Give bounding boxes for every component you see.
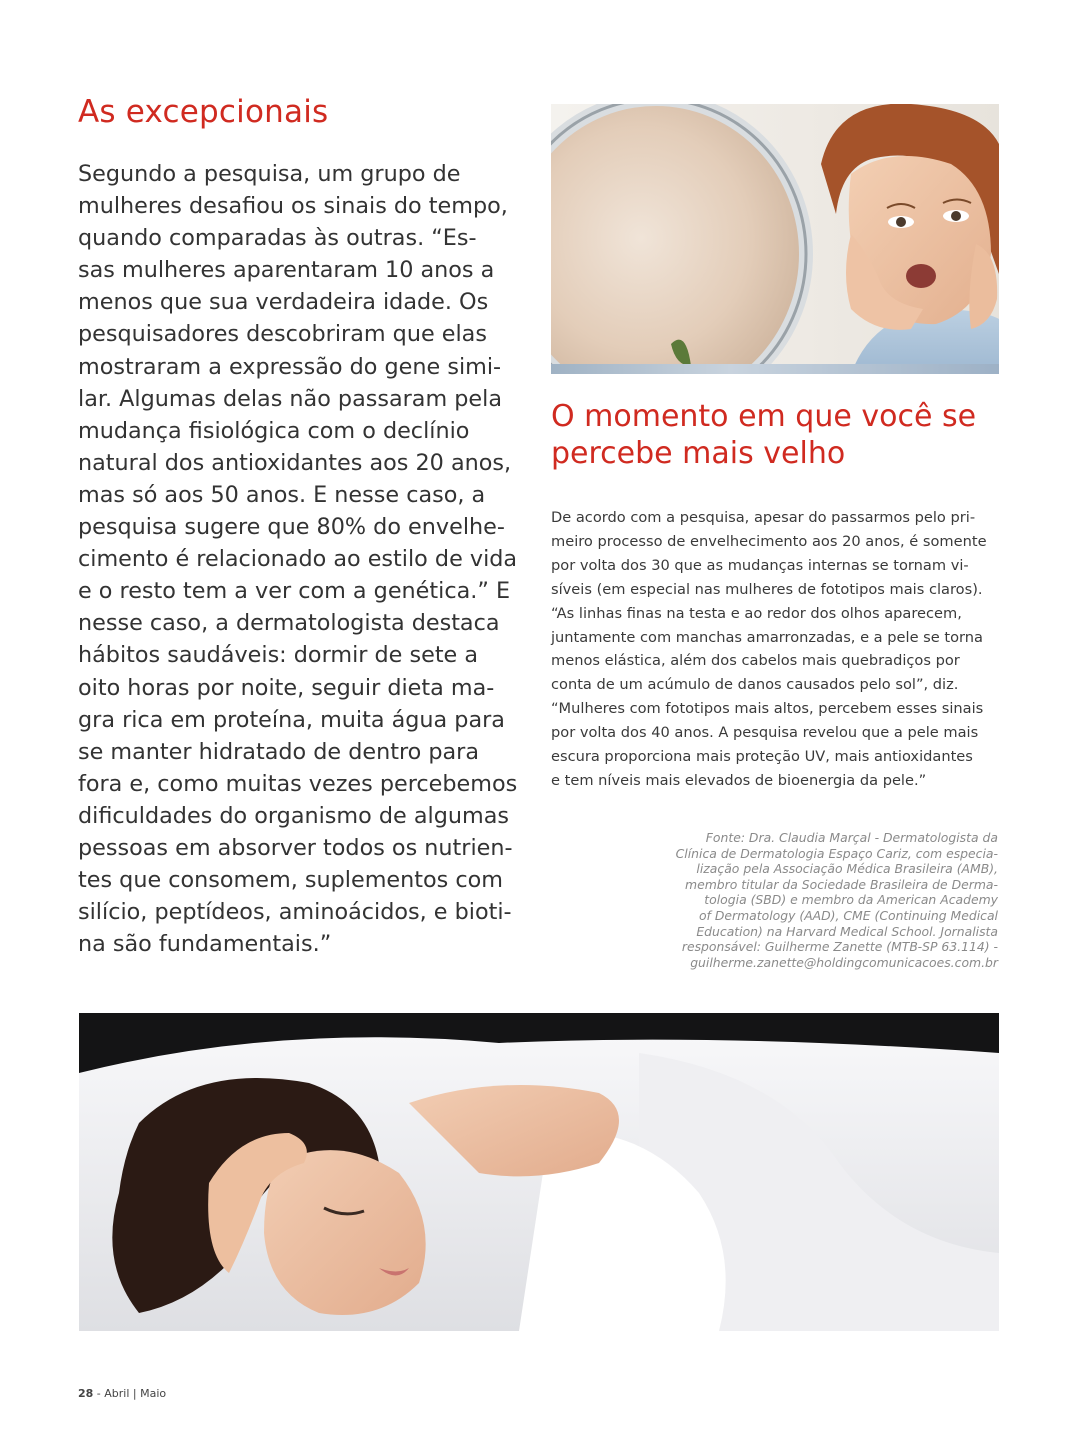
section-heading-excepcionais: As excepcionais — [78, 94, 329, 130]
body-line: mostraram a expressão do gene simi- — [78, 353, 502, 380]
source-line: tologia (SBD) e membro da American Academy — [704, 892, 998, 908]
body-line: hábitos saudáveis: dormir de sete a — [78, 642, 479, 669]
body-line: mulheres desafiou os sinais do tempo, — [78, 193, 508, 220]
body-line: nesse caso, a dermatologista destaca — [78, 610, 500, 637]
source-line: guilherme.zanette@holdingcomunicacoes.com.br — [690, 954, 998, 970]
body-line: natural dos antioxidantes aos 20 anos, — [78, 449, 512, 476]
body-line: pessoas em absorver todos os nutrien- — [78, 834, 513, 861]
body-line: menos elástica, além dos cabelos mais quebradiços por — [551, 652, 960, 670]
right-article-body — [551, 506, 999, 793]
body-line: oito horas por noite, seguir dieta ma- — [78, 674, 495, 701]
body-line: conta de um acúmulo de danos causados pelo sol”, diz. — [551, 676, 959, 694]
source-line: of Dermatology (AAD), CME (Continuing Medical — [698, 907, 998, 923]
sleeping-woman-illustration — [79, 1013, 999, 1331]
body-line: se manter hidratado de dentro para — [78, 738, 480, 765]
source-line: membro titular da Sociedade Brasileira de Derma- — [685, 876, 998, 892]
body-line: fora e, como muitas vezes percebemos — [78, 770, 518, 797]
mirror-woman-photo — [551, 104, 999, 374]
body-line: juntamente com manchas amarronzadas, e a pele se torna — [551, 628, 983, 646]
body-line: meiro processo de envelhecimento aos 20 anos, é somente — [551, 532, 987, 550]
body-line: escura proporciona mais proteção UV, mais antioxidantes — [551, 748, 973, 766]
heading-line: O momento em que você se — [551, 399, 977, 434]
page-number: 28 — [78, 1387, 94, 1400]
body-line: pesquisa sugere que 80% do envelhe- — [78, 514, 505, 541]
body-line: pesquisadores descobriram que elas — [78, 321, 487, 348]
body-line: “Mulheres com fototipos mais altos, percebem esses sinais — [551, 700, 984, 718]
body-line: silício, peptídeos, aminoácidos, e bioti- — [78, 899, 512, 926]
body-line: sas mulheres aparentaram 10 anos a — [78, 257, 495, 284]
photo-bottom-strip — [551, 364, 999, 374]
body-line: mudança fisiológica com o declínio — [78, 417, 470, 444]
body-line: cimento é relacionado ao estilo de vida — [78, 546, 518, 573]
source-line: Fonte: Dra. Claudia Marçal - Dermatologista da — [705, 830, 998, 845]
sleeping-woman-photo — [79, 1013, 999, 1331]
page-footer — [78, 1387, 166, 1400]
body-line: quando comparadas às outras. “Es- — [78, 225, 477, 252]
left-article-body — [78, 158, 528, 960]
source-line: responsável: Guilherme Zanette (MTB-SP 63.114) - — [681, 939, 998, 955]
body-line: gra rica em proteína, muita água para — [78, 706, 505, 733]
body-line: De acordo com a pesquisa, apesar do passarmos pelo pri- — [551, 509, 976, 526]
heading-line: percebe mais velho — [551, 436, 846, 471]
body-line: e tem níveis mais elevados de bioenergia da pele.” — [551, 771, 927, 789]
body-line: mas só aos 50 anos. E nesse caso, a — [78, 481, 486, 508]
source-line: lização pela Associação Médica Brasileira (AMB), — [696, 861, 998, 877]
body-line: menos que sua verdadeira idade. Os — [78, 289, 489, 316]
body-line: dificuldades do organismo de algumas — [78, 802, 509, 829]
body-line: “As linhas finas na testa e ao redor dos olhos aparecem, — [551, 604, 962, 622]
body-line: síveis (em especial nas mulheres de fototipos mais claros). — [551, 580, 983, 598]
mirror-woman-illustration — [551, 104, 999, 374]
body-line: lar. Algumas delas não passaram pela — [78, 385, 503, 412]
source-line: Education) na Harvard Medical School. Jornalista — [696, 923, 998, 939]
body-line: tes que consomem, suplementos com — [78, 867, 503, 894]
body-line: por volta dos 30 que as mudanças internas se tornam vi- — [551, 556, 969, 574]
source-line: Clínica de Dermatologia Espaço Cariz, com especia- — [675, 845, 998, 861]
body-line: por volta dos 40 anos. A pesquisa revelou que a pele mais — [551, 724, 979, 742]
source-credit — [568, 830, 998, 970]
body-line: e o resto tem a ver com a genética.” E — [78, 578, 511, 605]
section-heading-momento — [551, 398, 1001, 472]
body-line: na são fundamentais.” — [78, 931, 332, 958]
body-line: Segundo a pesquisa, um grupo de — [78, 161, 461, 187]
issue-label: - Abril | Maio — [93, 1387, 167, 1400]
